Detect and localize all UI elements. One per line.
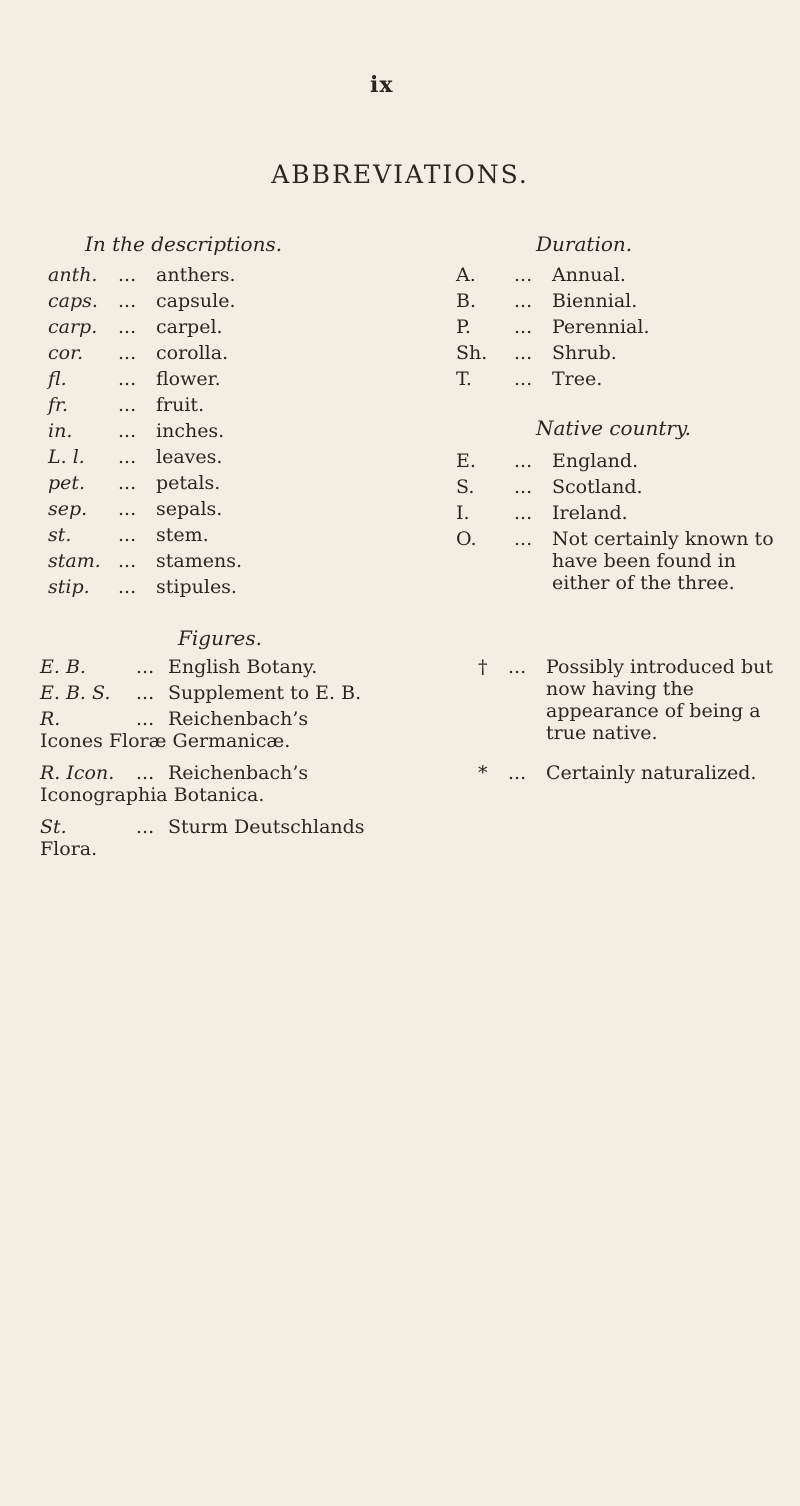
list-item: st. ... stem. xyxy=(48,524,209,546)
list-item: fl. ... flower. xyxy=(48,368,221,390)
list-item: fr. ... fruit. xyxy=(48,394,205,416)
list-item: E. B. S. ... Supplement to E. B. xyxy=(40,682,362,704)
list-item: Sh. ... Shrub. xyxy=(456,342,617,364)
list-item: R. Icon. ... Reichenbach’s Iconographia Botanica. xyxy=(40,762,309,806)
list-item: T. ... Tree. xyxy=(456,368,603,390)
list-item: anth. ... anthers. xyxy=(48,264,236,286)
list-item: cor. ... corolla. xyxy=(48,342,229,364)
descriptions-heading: In the descriptions. xyxy=(85,232,283,256)
list-item: L. l. ... leaves. xyxy=(48,446,223,468)
list-item: I. ... Ireland. xyxy=(456,502,628,524)
list-item: stam. ... stamens. xyxy=(48,550,243,572)
meaning: anthers. xyxy=(156,264,236,286)
list-item: St. ... Sturm Deutschlands Flora. xyxy=(40,816,365,860)
abbr: anth. xyxy=(48,264,98,286)
list-item: R. ... Reichenbach’s Icones Floræ Germanicæ. xyxy=(40,708,309,752)
list-item: stip. ... stipules. xyxy=(48,576,237,598)
list-item: S. ... Scotland. xyxy=(456,476,643,498)
list-item: B. ... Biennial. xyxy=(456,290,638,312)
list-item: E. ... England. xyxy=(456,450,639,472)
list-item: in. ... inches. xyxy=(48,420,225,442)
list-item: carp. ... carpel. xyxy=(48,316,223,338)
page-title: ABBREVIATIONS. xyxy=(271,160,529,189)
list-item: * ... Certainly naturalized. xyxy=(478,762,757,784)
native-country-heading: Native country. xyxy=(536,416,691,440)
list-item: O. ... Not certainly known to have been found in either of the three. xyxy=(456,528,774,594)
page-number: ix xyxy=(370,72,394,98)
list-item: caps. ... capsule. xyxy=(48,290,236,312)
list-item: sep. ... sepals. xyxy=(48,498,223,520)
list-item: † ... Possibly introduced but now having the appearance of being a true native. xyxy=(478,656,774,744)
list-item: pet. ... petals. xyxy=(48,472,221,494)
duration-heading: Duration. xyxy=(536,232,633,256)
figures-heading: Figures. xyxy=(178,626,262,650)
list-item: A. ... Annual. xyxy=(456,264,626,286)
list-item: E. B. ... English Botany. xyxy=(40,656,318,678)
list-item: P. ... Perennial. xyxy=(456,316,650,338)
